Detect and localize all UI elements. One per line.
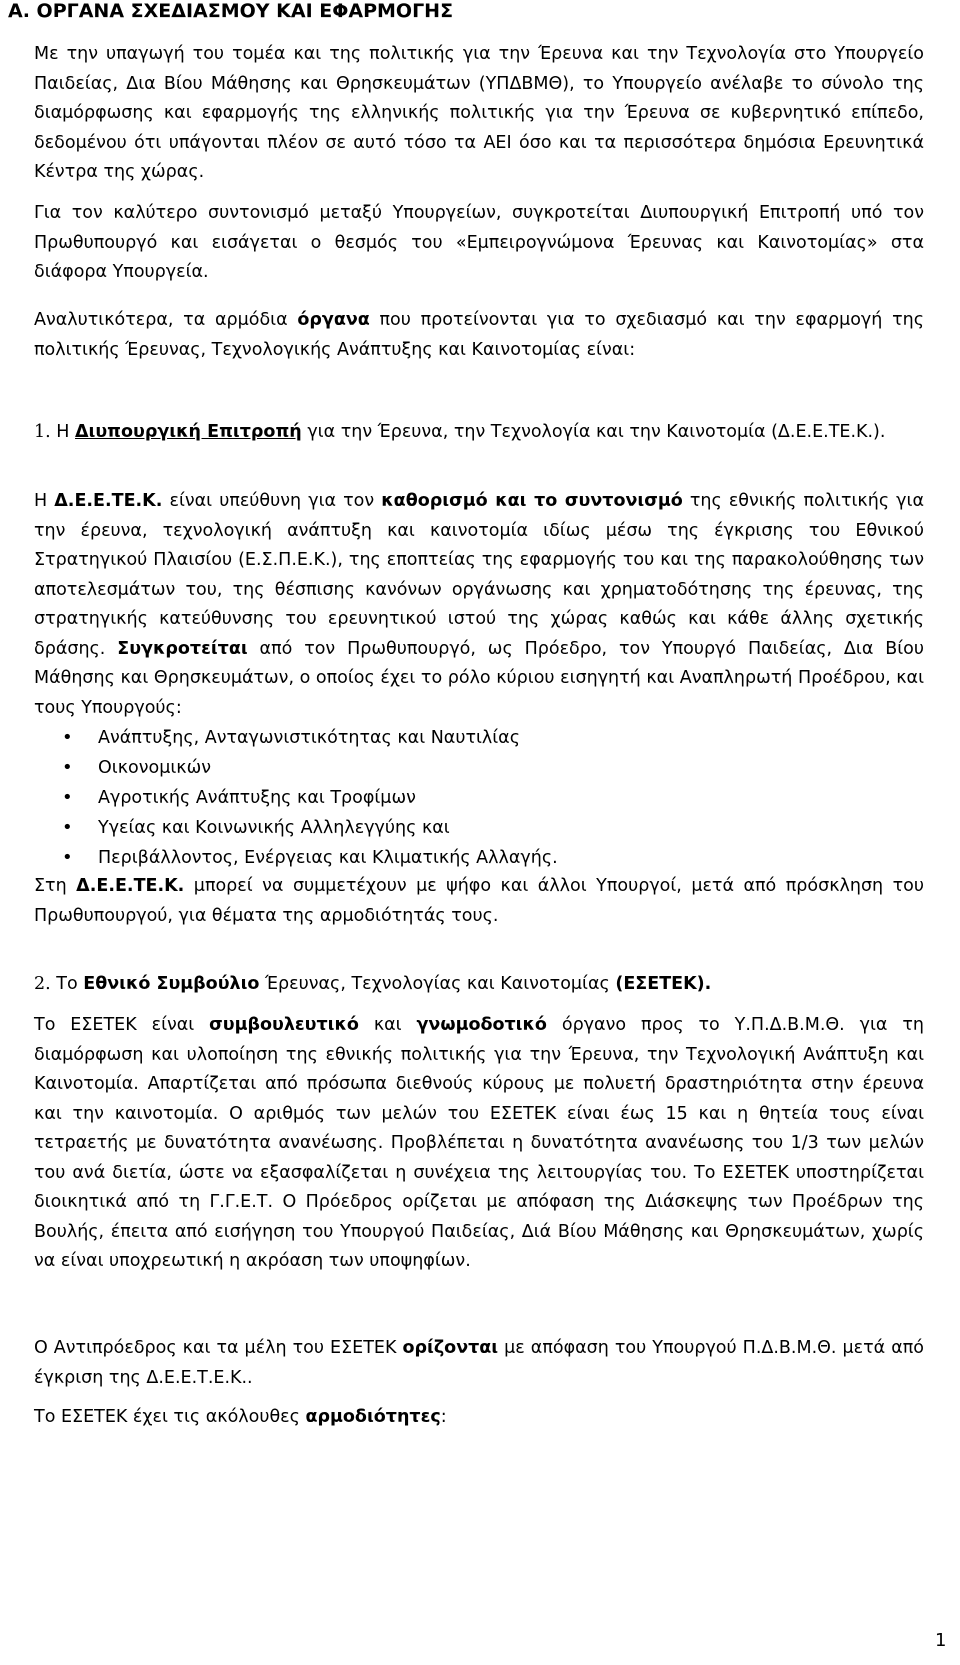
- list-item: • Περιβάλλοντος, Ενέργειας και Κλιματικής Αλλαγής.: [34, 843, 924, 873]
- list-item: • Ανάπτυξης, Ανταγωνιστικότητας και Ναυτιλίας: [34, 723, 924, 753]
- item-2-title: Εθνικό Συμβούλιο: [83, 974, 260, 994]
- participation-paragraph: Στη Δ.Ε.Ε.ΤΕ.Κ. μπορεί να συμμετέχουν με ψήφο και άλλοι Υπουργοί, μετά από πρόσκληση του Πρωθυπουργού, για θέματα της αρμοδιότητάς τους.: [34, 876, 924, 926]
- item-1-title: Διυπουργική Επιτροπή: [75, 422, 302, 442]
- esetek-paragraph: Το ΕΣΕΤΕΚ είναι συμβουλευτικό και γνωμοδοτικό όργανο προς το Υ.Π.Δ.Β.Μ.Θ. για τη διαμόρφωση και υλοποίηση της εθνικής πολιτικής για την Έρευνα, την Τεχνολογική Ανάπτυξη και Καινοτομία. Απαρτίζεται από πρόσωπα διεθνούς κύρους με πολυετή δραστηριότητα στην έρευνα και την καινοτομία. Ο αριθμός των μελών του ΕΣΕΤΕΚ είναι έως 15 και η θητεία τους είναι τετραετής με δυνατότητα ανανέωσης. Προβλέπεται η δυνατότητα ανανέωσης του 1/3 των μελών του ανά διετία, ώστε να εξασφαλίζεται η συνέχεια της λειτουργίας του. Το ΕΣΕΤΕΚ υποστηρίζεται διοικητικά από τη Γ.Γ.Ε.Τ. Ο Πρόεδρος ορίζεται με απόφαση της Διάσκεψης των Προέδρων της Βουλής, έπειτα από εισήγηση του Υπουργού Παιδείας, Διά Βίου Μάθησης και Θρησκευμάτων, χωρίς να είναι υποχρεωτική η ακρόαση των υποψηφίων.: [34, 1015, 924, 1271]
- item-1-number: 1.: [34, 422, 51, 442]
- list-item: • Υγείας και Κοινωνικής Αλληλεγγύης και: [34, 813, 924, 843]
- bodies-paragraph: Αναλυτικότερα, τα αρμόδια όργανα που προτείνονται για το σχεδιασμό και την εφαρμογή της πολιτικής Έρευνας, Τεχνολογικής Ανάπτυξης και Καινοτομίας είναι:: [34, 310, 924, 360]
- section-heading: Α. ΟΡΓΑΝΑ ΣΧΕΔΙΑΣΜΟΥ ΚΑΙ ΕΦΑΡΜΟΓΗΣ: [8, 0, 454, 22]
- ministries-list: [34, 723, 924, 873]
- list-item: • Οικονομικών: [34, 753, 924, 783]
- emphasis-organa: όργανα: [297, 310, 370, 330]
- item-2-number: 2.: [34, 974, 51, 994]
- responsibilities-intro: Το ΕΣΕΤΕΚ έχει τις ακόλουθες αρμοδιότητες:: [34, 1407, 447, 1427]
- intro-paragraph: Με την υπαγωγή του τομέα και της πολιτικής για την Έρευνα και την Τεχνολογία στο Υπουργείο Παιδείας, Δια Βίου Μάθησης και Θρησκευμάτων (ΥΠΔΒΜΘ), το Υπουργείο ανέλαβε το σύνολο της διαμόρφωσης και εφαρμογής της ελληνικής πολιτικής για την Έρευνα σε κυβερνητικό επίπεδο, δεδομένου ότι υπάγονται πλέον σε αυτό τόσο τα ΑΕΙ όσο και τα περισσότερα δημόσια Ερευνητικά Κέντρα της χώρας.: [34, 44, 924, 182]
- list-item: • Αγροτικής Ανάπτυξης και Τροφίμων: [34, 783, 924, 813]
- appointment-paragraph: Ο Αντιπρόεδρος και τα μέλη του ΕΣΕΤΕΚ ορίζονται με απόφαση του Υπουργού Π.Δ.Β.Μ.Θ. μετά από έγκριση της Δ.Ε.Ε.Τ.Ε.Κ..: [34, 1338, 924, 1388]
- item-1-heading: 1. Η Διυπουργική Επιτροπή για την Έρευνα, την Τεχνολογία και την Καινοτομία (Δ.Ε.Ε.ΤΕ.Κ.).: [34, 422, 886, 442]
- page-number: 1: [935, 1630, 947, 1651]
- deetek-paragraph: Η Δ.Ε.Ε.ΤΕ.Κ. είναι υπεύθυνη για τον καθορισμό και το συντονισμό της εθνικής πολιτικής για την έρευνα, τεχνολογική ανάπτυξη και καινοτομία ιδίως μέσω της έγκρισης του Εθνικού Στρατηγικού Πλαισίου (Ε.Σ.Π.Ε.Κ.), της εποπτείας της εφαρμογής του και της παρακολούθησης των αποτελεσμάτων του, της θέσπισης κανόνων οργάνωσης και χρηματοδότησης της έρευνας, της στρατηγικής κατεύθυνσης του ερευνητικού ιστού της χώρας καθώς και κάθε άλλης σχετικής δράσης. Συγκροτείται από τον Πρωθυπουργό, ως Πρόεδρο, τον Υπουργό Παιδείας, Δια Βίου Μάθησης και Θρησκευμάτων, ο οποίος έχει το ρόλο κύριου εισηγητή και Αναπληρωτή Προέδρου, και τους Υπουργούς:: [34, 491, 924, 718]
- coordination-paragraph: Για τον καλύτερο συντονισμό μεταξύ Υπουργείων, συγκροτείται Διυπουργική Επιτροπή υπό τον Πρωθυπουργό και εισάγεται ο θεσμός του «Εμπειρογνώμονα Έρευνας και Καινοτομίας» στα διάφορα Υπουργεία.: [34, 203, 924, 282]
- item-2-heading: 2. Το Εθνικό Συμβούλιο Έρευνας, Τεχνολογίας και Καινοτομίας (ΕΣΕΤΕΚ).: [34, 974, 712, 994]
